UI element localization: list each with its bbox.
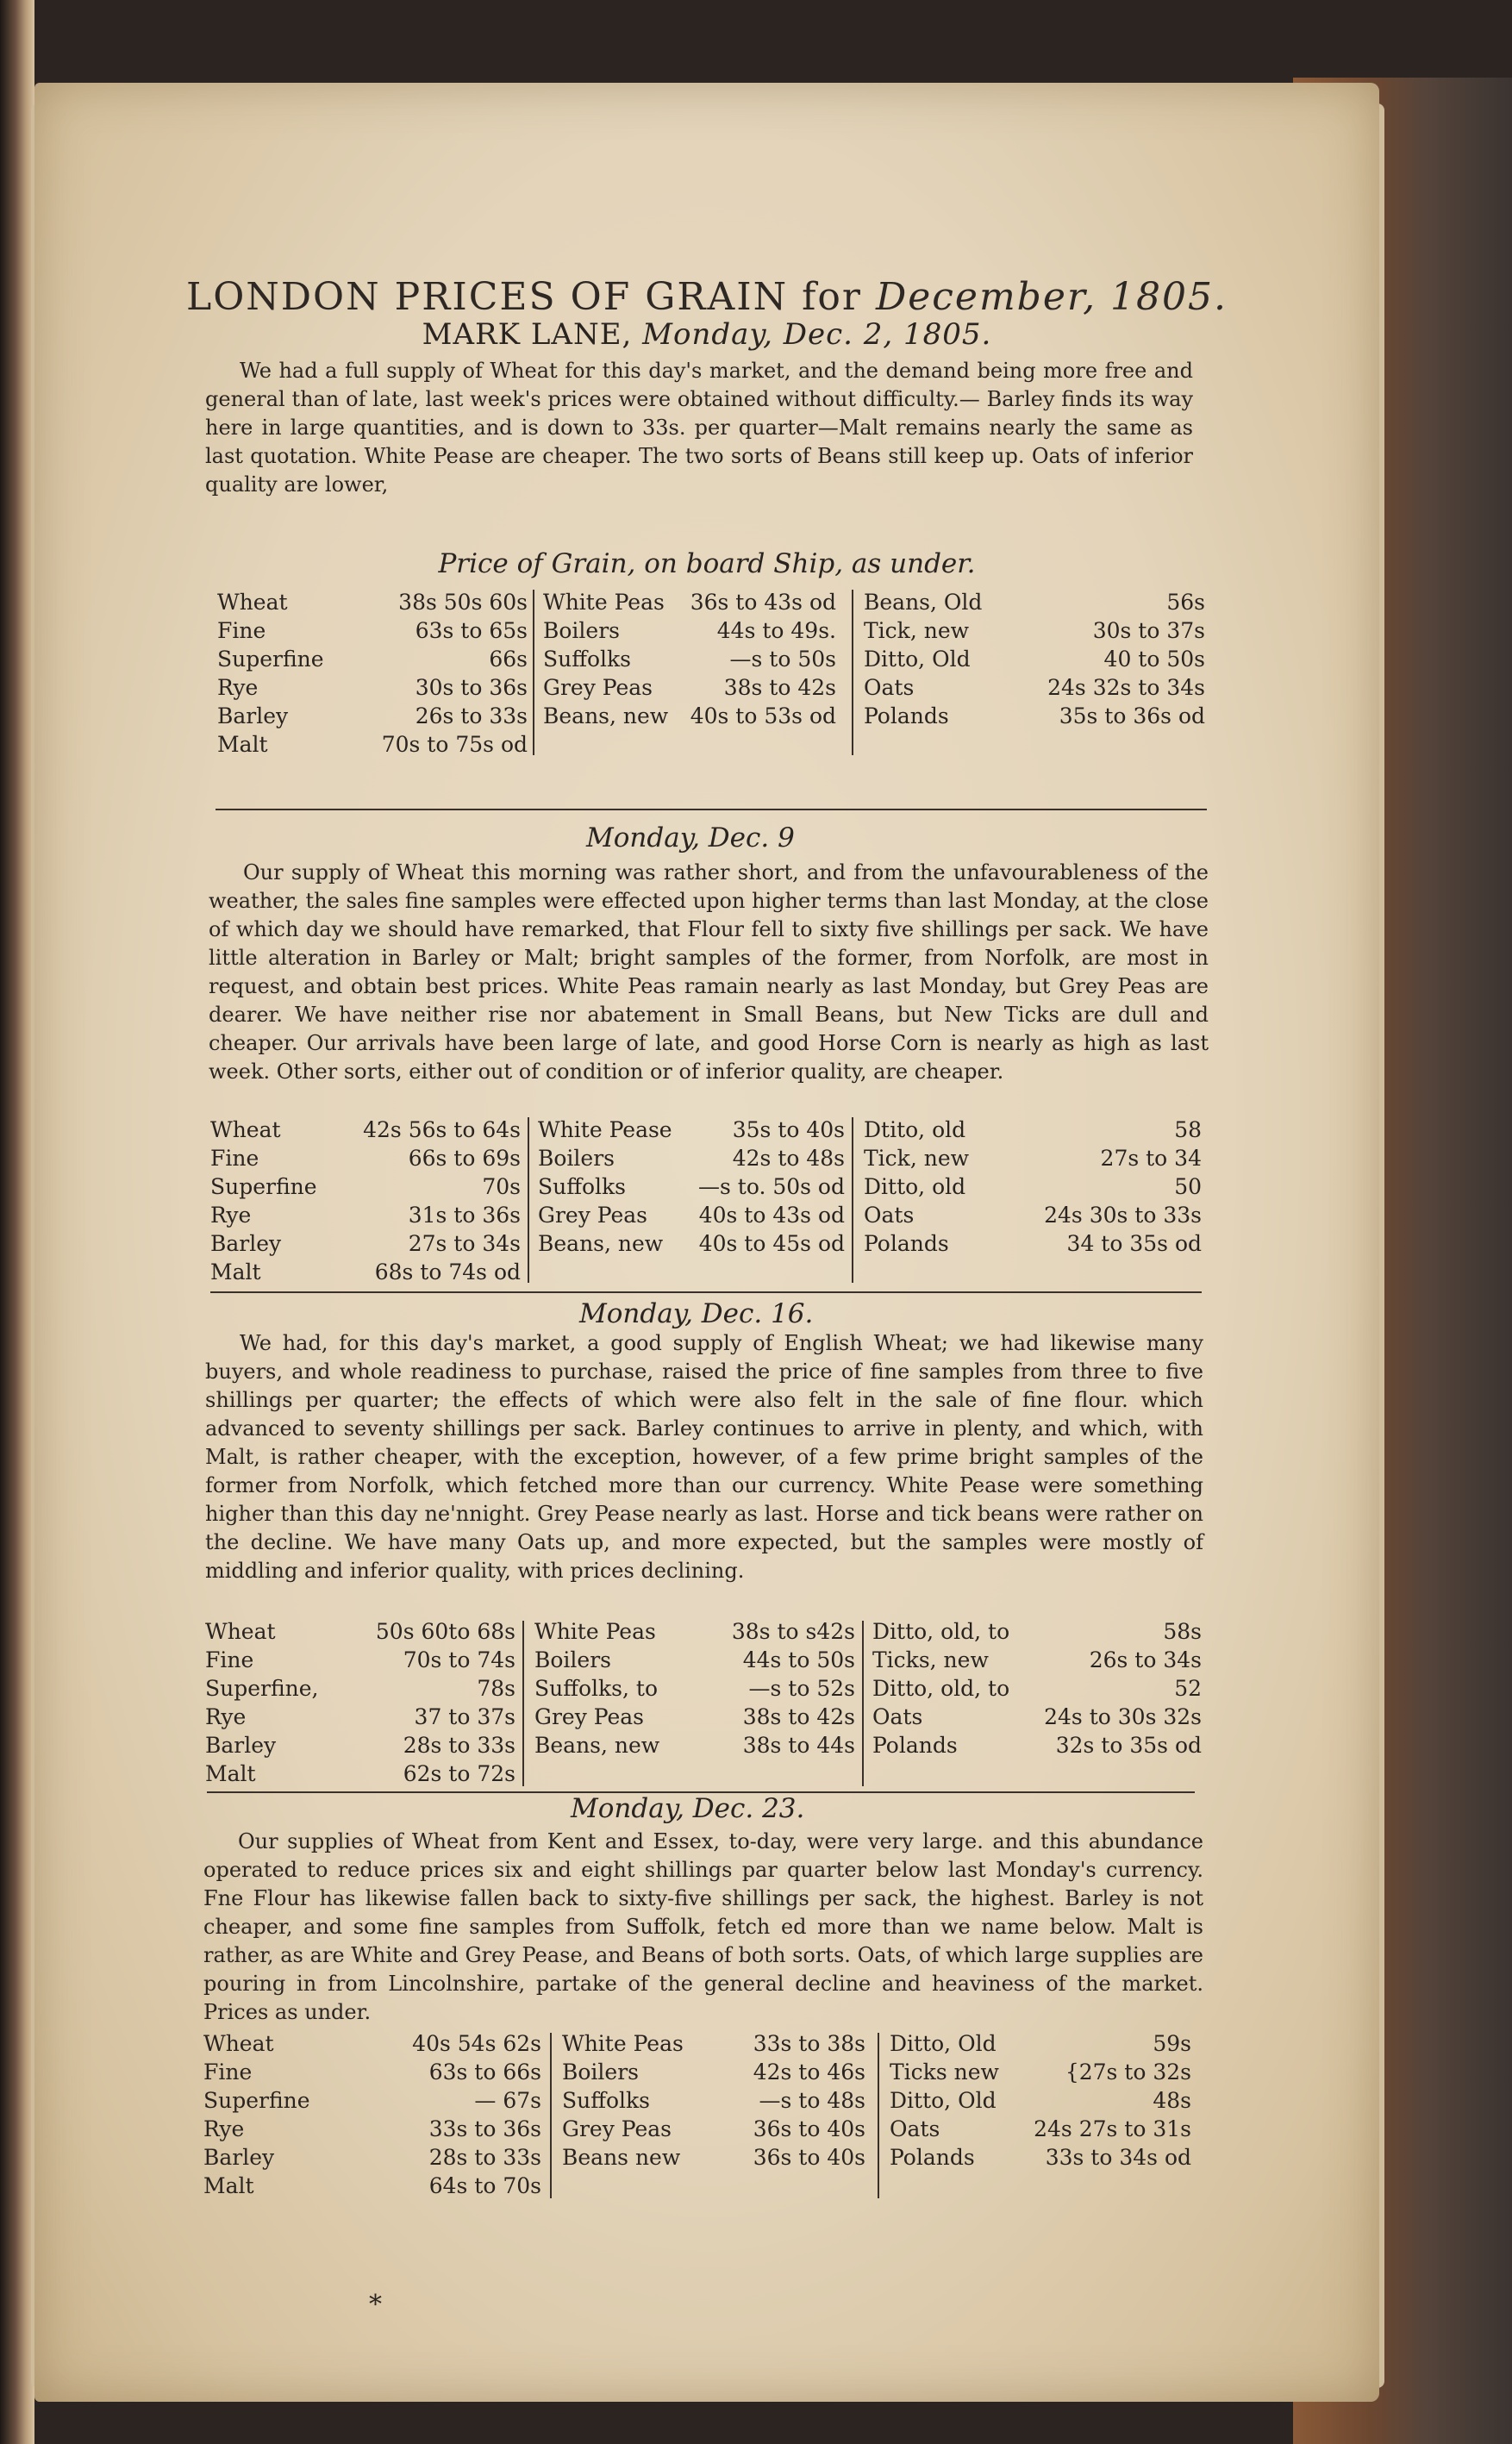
grain-price: 31s to 36s bbox=[408, 1203, 521, 1228]
grain-price: 40s to 53s od bbox=[690, 703, 836, 728]
column-rule bbox=[862, 1621, 864, 1786]
grain-price: 63s to 65s bbox=[415, 618, 528, 643]
week-1-col-3 bbox=[864, 588, 1205, 730]
grain-price: 70s to 75s od bbox=[381, 732, 528, 757]
grain-name: Boilers bbox=[543, 618, 620, 643]
grain-price: 52 bbox=[1174, 1676, 1202, 1701]
page-title bbox=[34, 275, 1379, 319]
grain-price: 38s 50s 60s bbox=[398, 590, 528, 615]
grain-price: 33s to 38s bbox=[753, 2031, 865, 2056]
week-1-table-title: Price of Grain, on board Ship, as under. bbox=[438, 548, 976, 579]
week-1-col-2 bbox=[543, 588, 836, 730]
column-rule bbox=[528, 1117, 529, 1283]
price-row bbox=[205, 1617, 515, 1646]
grain-price: 27s to 34 bbox=[1100, 1146, 1202, 1171]
grain-price: 58s bbox=[1163, 1619, 1202, 1644]
grain-name: Wheat bbox=[210, 1117, 281, 1142]
grain-name: Dtito, old bbox=[864, 1117, 966, 1142]
grain-name: Malt bbox=[217, 732, 268, 757]
grain-price: 36s to 40s bbox=[753, 2116, 865, 2141]
price-row bbox=[543, 702, 836, 730]
grain-name: Oats bbox=[872, 1704, 923, 1729]
price-row bbox=[562, 2086, 865, 2115]
price-row bbox=[864, 1229, 1202, 1258]
price-row bbox=[538, 1201, 845, 1229]
grain-price: 40 to 50s bbox=[1103, 647, 1205, 672]
week-2-col-2 bbox=[538, 1116, 845, 1258]
price-row bbox=[534, 1703, 855, 1731]
grain-price: 68s to 74s od bbox=[374, 1260, 521, 1285]
price-row bbox=[543, 588, 836, 616]
price-row bbox=[864, 1144, 1202, 1172]
price-row bbox=[203, 2115, 541, 2143]
week-2-col-3 bbox=[864, 1116, 1202, 1258]
column-rule bbox=[550, 2033, 552, 2198]
grain-price: 44s to 49s. bbox=[716, 618, 836, 643]
grain-name: White Pease bbox=[538, 1117, 672, 1142]
grain-price: —s to 48s bbox=[759, 2088, 865, 2113]
column-rule bbox=[878, 2033, 879, 2198]
grain-name: Wheat bbox=[217, 590, 288, 615]
grain-price: 34 to 35s od bbox=[1066, 1231, 1202, 1256]
grain-name: Superfine bbox=[210, 1174, 317, 1199]
week-1-text: We had a full supply of Wheat for this day's market, and the demand being more free and general than of late, last week's prices were obtained without difficulty.— Barley finds its way here in large quantities, and is down to 33s. per quarter—Malt remains nearly the same as last quotation. White Pease are cheaper. The two sorts of Beans still keep up. Oats of inferior quality are lower, bbox=[205, 359, 1193, 497]
grain-price: 26s to 34s bbox=[1089, 1647, 1202, 1672]
grain-name: Suffolks bbox=[538, 1174, 627, 1199]
grain-name: Barley bbox=[203, 2145, 275, 2170]
grain-name: Polands bbox=[864, 1231, 949, 1256]
grain-price: 30s to 36s bbox=[415, 675, 528, 700]
price-row bbox=[864, 588, 1205, 616]
grain-price: 24s 30s to 33s bbox=[1044, 1203, 1202, 1228]
grain-price: 59s bbox=[1153, 2031, 1191, 2056]
grain-name: Suffolks bbox=[543, 647, 632, 672]
grain-name: Rye bbox=[205, 1704, 247, 1729]
grain-price: 38s to 42s bbox=[742, 1704, 855, 1729]
week-4-col-1 bbox=[203, 2029, 541, 2200]
price-row bbox=[205, 1703, 515, 1731]
grain-name: Tick, new bbox=[864, 618, 970, 643]
grain-name: Ditto, Old bbox=[864, 647, 971, 672]
grain-price: 62s to 72s bbox=[403, 1761, 515, 1786]
book-left-edge bbox=[0, 0, 34, 2444]
grain-name: Fine bbox=[210, 1146, 259, 1171]
price-row bbox=[543, 645, 836, 673]
week-2-heading: Monday, Dec. 9 bbox=[586, 822, 795, 853]
grain-name: Polands bbox=[872, 1733, 958, 1758]
grain-name: Beans, new bbox=[534, 1733, 660, 1758]
week-3-col-1 bbox=[205, 1617, 515, 1788]
grain-price: 28s to 33s bbox=[428, 2145, 541, 2170]
grain-price: 56s bbox=[1166, 590, 1205, 615]
grain-name: Fine bbox=[205, 1647, 254, 1672]
price-row bbox=[864, 1116, 1202, 1144]
subtitle-place: MARK LANE, bbox=[422, 317, 633, 352]
price-row bbox=[890, 2115, 1191, 2143]
grain-price: 50s 60to 68s bbox=[375, 1619, 515, 1644]
grain-name: Grey Peas bbox=[538, 1203, 648, 1228]
price-row bbox=[890, 2143, 1191, 2172]
price-row bbox=[205, 1674, 515, 1703]
grain-price: 35s to 36s od bbox=[1059, 703, 1205, 728]
grain-name: Grey Peas bbox=[543, 675, 653, 700]
grain-price: — 67s bbox=[474, 2088, 541, 2113]
page-subtitle bbox=[34, 317, 1379, 352]
price-row bbox=[890, 2058, 1191, 2086]
grain-name: Ditto, old bbox=[864, 1174, 966, 1199]
grain-name: Malt bbox=[210, 1260, 261, 1285]
grain-price: 24s to 30s 32s bbox=[1044, 1704, 1202, 1729]
grain-price: —s to 50s bbox=[729, 647, 836, 672]
grain-price: 33s to 36s bbox=[428, 2116, 541, 2141]
grain-name: Boilers bbox=[562, 2060, 639, 2085]
price-row bbox=[864, 1201, 1202, 1229]
column-rule bbox=[522, 1621, 524, 1786]
price-row bbox=[217, 673, 528, 702]
grain-name: Ditto, Old bbox=[890, 2088, 997, 2113]
price-row bbox=[205, 1760, 515, 1788]
grain-price: 36s to 40s bbox=[753, 2145, 865, 2170]
grain-name: Superfine, bbox=[205, 1676, 319, 1701]
grain-price: 24s 27s to 31s bbox=[1034, 2116, 1191, 2141]
price-row bbox=[864, 702, 1205, 730]
grain-price: 58 bbox=[1174, 1117, 1202, 1142]
grain-price: 63s to 66s bbox=[428, 2060, 541, 2085]
grain-price: 38s to 44s bbox=[742, 1733, 855, 1758]
price-row bbox=[205, 1731, 515, 1760]
price-row bbox=[864, 673, 1205, 702]
section-rule bbox=[210, 1291, 1202, 1293]
grain-name: Polands bbox=[864, 703, 949, 728]
price-row bbox=[538, 1144, 845, 1172]
grain-name: Malt bbox=[205, 1761, 256, 1786]
grain-name: Boilers bbox=[534, 1647, 611, 1672]
column-rule bbox=[852, 1117, 853, 1283]
grain-name: Barley bbox=[217, 703, 289, 728]
grain-name: Suffolks, to bbox=[534, 1676, 659, 1701]
grain-name: Tick, new bbox=[864, 1146, 970, 1171]
grain-name: Barley bbox=[205, 1733, 277, 1758]
grain-price: 42s 56s to 64s bbox=[363, 1117, 521, 1142]
price-row bbox=[210, 1229, 521, 1258]
price-row bbox=[872, 1674, 1202, 1703]
grain-price: —s to 52s bbox=[748, 1676, 855, 1701]
grain-name: Ticks, new bbox=[872, 1647, 989, 1672]
price-row bbox=[217, 588, 528, 616]
price-row bbox=[203, 2143, 541, 2172]
grain-name: Polands bbox=[890, 2145, 975, 2170]
grain-name: Grey Peas bbox=[534, 1704, 645, 1729]
grain-price: 64s to 70s bbox=[428, 2173, 541, 2198]
price-row bbox=[210, 1116, 521, 1144]
grain-price: 42s to 46s bbox=[753, 2060, 865, 2085]
grain-price: 27s to 34s bbox=[408, 1231, 521, 1256]
price-row bbox=[210, 1172, 521, 1201]
grain-price: 26s to 33s bbox=[415, 703, 528, 728]
week-4-col-3 bbox=[890, 2029, 1191, 2172]
week-3-col-2 bbox=[534, 1617, 855, 1760]
price-row bbox=[210, 1201, 521, 1229]
price-row bbox=[538, 1116, 845, 1144]
price-row bbox=[562, 2115, 865, 2143]
price-row bbox=[543, 673, 836, 702]
price-row bbox=[534, 1674, 855, 1703]
grain-name: Ditto, old, to bbox=[872, 1676, 1010, 1701]
grain-price: 66s to 69s bbox=[408, 1146, 521, 1171]
grain-name: White Peas bbox=[534, 1619, 656, 1644]
price-row bbox=[534, 1617, 855, 1646]
grain-price: 37 to 37s bbox=[414, 1704, 515, 1729]
week-3-col-3 bbox=[872, 1617, 1202, 1760]
price-row bbox=[872, 1703, 1202, 1731]
price-row bbox=[210, 1144, 521, 1172]
week-4-text: Our supplies of Wheat from Kent and Essex, to-day, were very large. and this abundance operated to reduce prices six and eight shillings par quarter below last Monday's currency. Fne Flour has likewise fallen back to sixty-five shillings per sack, the highest. Barley is not cheaper, and some fine samples from Suffolk, fetch ed more than we name below. Malt is rather, as are White and Grey Pease, and Beans of both sorts. Oats, of which large supplies are pouring in from Lincolnshire, partake of the general decline and heaviness of the market. Prices as under. bbox=[203, 1829, 1203, 2024]
price-row bbox=[538, 1229, 845, 1258]
grain-name: Beans new bbox=[562, 2145, 681, 2170]
grain-price: 35s to 40s bbox=[732, 1117, 845, 1142]
grain-price: 40s to 43s od bbox=[698, 1203, 845, 1228]
grain-name: Wheat bbox=[203, 2031, 274, 2056]
grain-name: Fine bbox=[203, 2060, 253, 2085]
grain-name: Boilers bbox=[538, 1146, 615, 1171]
grain-name: Ditto, old, to bbox=[872, 1619, 1010, 1644]
grain-name: White Peas bbox=[562, 2031, 684, 2056]
grain-name: Beans, new bbox=[543, 703, 669, 728]
grain-name: Wheat bbox=[205, 1619, 276, 1644]
grain-price: 40s 54s 62s bbox=[412, 2031, 541, 2056]
grain-name: Malt bbox=[203, 2173, 254, 2198]
title-text: LONDON PRICES OF GRAIN for bbox=[185, 275, 862, 319]
column-rule bbox=[533, 590, 534, 755]
grain-name: Superfine bbox=[203, 2088, 310, 2113]
week-3-heading: Monday, Dec. 16. bbox=[579, 1298, 814, 1329]
price-row bbox=[864, 645, 1205, 673]
price-row bbox=[890, 2029, 1191, 2058]
grain-price: 44s to 50s bbox=[742, 1647, 855, 1672]
grain-price: 78s bbox=[477, 1676, 515, 1701]
price-row bbox=[205, 1646, 515, 1674]
grain-price: {27s to 32s bbox=[1065, 2060, 1191, 2085]
grain-name: Oats bbox=[864, 675, 915, 700]
grain-price: 38s to 42s bbox=[723, 675, 836, 700]
grain-price: —s to. 50s od bbox=[698, 1174, 845, 1199]
grain-name: Beans, new bbox=[538, 1231, 664, 1256]
price-row bbox=[203, 2058, 541, 2086]
price-row bbox=[872, 1617, 1202, 1646]
grain-price: 66s bbox=[489, 647, 528, 672]
price-row bbox=[203, 2086, 541, 2115]
grain-name: White Peas bbox=[543, 590, 665, 615]
price-row bbox=[538, 1172, 845, 1201]
page bbox=[34, 83, 1379, 2402]
week-2-col-1 bbox=[210, 1116, 521, 1286]
week-4-col-2 bbox=[562, 2029, 865, 2172]
grain-price: 36s to 43s od bbox=[690, 590, 836, 615]
grain-name: Fine bbox=[217, 618, 266, 643]
price-row bbox=[217, 730, 528, 759]
week-1-col-1 bbox=[217, 588, 528, 759]
grain-price: 32s to 35s od bbox=[1055, 1733, 1202, 1758]
grain-name: Suffolks bbox=[562, 2088, 651, 2113]
grain-name: Beans, Old bbox=[864, 590, 983, 615]
grain-price: 33s to 34s od bbox=[1045, 2145, 1191, 2170]
subtitle-date: Monday, Dec. 2, 1805. bbox=[642, 317, 992, 352]
price-row bbox=[534, 1646, 855, 1674]
grain-price: 48s bbox=[1153, 2088, 1191, 2113]
price-row bbox=[864, 616, 1205, 645]
grain-price: 28s to 33s bbox=[403, 1733, 515, 1758]
price-row bbox=[217, 702, 528, 730]
grain-price: 70s bbox=[482, 1174, 521, 1199]
grain-name: Barley bbox=[210, 1231, 282, 1256]
week-2-text: Our supply of Wheat this morning was rather short, and from the unfavourableness of the weather, the sales fine samples were effected upon higher terms than last Monday, at the close of which day we should have remarked, that Flour fell to sixty five shillings per sack. We have little alteration in Barley or Malt; bright samples of the former, from Norfolk, are most in request, and obtain best prices. White Peas ramain nearly as last Monday, but Grey Peas are dearer. We have neither rise nor abatement in Small Beans, but New Ticks are dull and cheaper. Our arrivals have been large of late, and good Horse Corn is nearly as high as last week. Other sorts, either out of condition or of inferior quality, are cheaper. bbox=[209, 860, 1209, 1084]
grain-name: Oats bbox=[890, 2116, 940, 2141]
price-row bbox=[890, 2086, 1191, 2115]
price-row bbox=[534, 1731, 855, 1760]
price-row bbox=[217, 645, 528, 673]
grain-price: 50 bbox=[1174, 1174, 1202, 1199]
week-4-heading: Monday, Dec. 23. bbox=[571, 1793, 805, 1824]
grain-name: Rye bbox=[210, 1203, 252, 1228]
grain-name: Rye bbox=[217, 675, 259, 700]
grain-price: 24s 32s to 34s bbox=[1047, 675, 1205, 700]
price-row bbox=[543, 616, 836, 645]
grain-price: 38s to s42s bbox=[731, 1619, 855, 1644]
grain-name: Rye bbox=[203, 2116, 245, 2141]
column-rule bbox=[852, 590, 853, 755]
grain-price: 70s to 74s bbox=[403, 1647, 515, 1672]
grain-name: Oats bbox=[864, 1203, 915, 1228]
grain-price: 40s to 45s od bbox=[698, 1231, 845, 1256]
price-row bbox=[203, 2172, 541, 2200]
price-row bbox=[864, 1172, 1202, 1201]
price-row bbox=[203, 2029, 541, 2058]
grain-name: Ditto, Old bbox=[890, 2031, 997, 2056]
price-row bbox=[562, 2143, 865, 2172]
footer-mark: * bbox=[369, 2290, 382, 2320]
grain-price: 42s to 48s bbox=[732, 1146, 845, 1171]
grain-name: Grey Peas bbox=[562, 2116, 672, 2141]
price-row bbox=[562, 2029, 865, 2058]
grain-name: Superfine bbox=[217, 647, 324, 672]
week-3-text: We had, for this day's market, a good supply of English Wheat; we had likewise many buyers, and whole readiness to purchase, raised the price of fine samples from three to five shillings per quarter; the effects of which were also felt in the sale of fine flour. which advanced to seventy shillings per sack. Barley continues to arrive in plenty, and which, with Malt, is rather cheaper, with the exception, however, of a few prime bright samples of the former from Norfolk, which fetched more than our currency. White Pease were something higher than this day ne'nnight. Grey Pease nearly as last. Horse and tick beans were rather on the decline. We have many Oats up, and more expected, but the samples were mostly of middling and inferior quality, with prices declining. bbox=[205, 1331, 1203, 1583]
price-row bbox=[217, 616, 528, 645]
price-row bbox=[210, 1258, 521, 1286]
grain-name: Ticks new bbox=[890, 2060, 999, 2085]
price-row bbox=[872, 1731, 1202, 1760]
section-rule bbox=[216, 809, 1207, 810]
price-row bbox=[562, 2058, 865, 2086]
grain-price: 30s to 37s bbox=[1092, 618, 1205, 643]
price-row bbox=[872, 1646, 1202, 1674]
title-month: December, 1805. bbox=[875, 275, 1228, 319]
